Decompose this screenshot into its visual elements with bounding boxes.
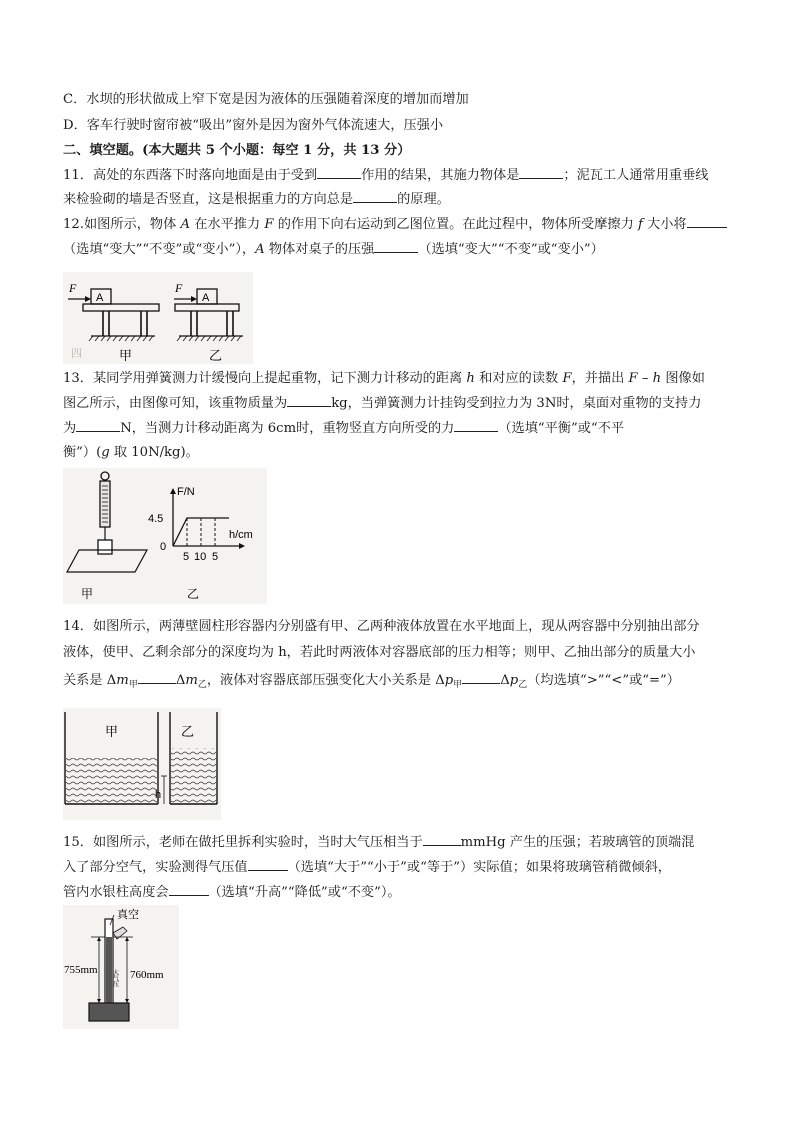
q13-text: （选填“平衡”或“不平 (498, 421, 625, 436)
question-13-line-3 (63, 419, 624, 439)
question-15-line-1 (63, 833, 694, 853)
figure-q15-torricelli (63, 905, 179, 1029)
q11-text: 的原理。 (397, 192, 450, 207)
x-tick-label: 5 (212, 551, 219, 563)
question-13-line-2 (63, 394, 701, 414)
answer-blank[interactable] (353, 190, 397, 203)
q13-text: ，并描出 (571, 371, 629, 386)
q12-svg (63, 272, 253, 364)
q12-text: 在水平推力 (190, 217, 265, 232)
label-jia: 甲 (105, 725, 119, 740)
q11-text: 11．高处的东西落下时落向地面是由于受到 (63, 168, 318, 183)
liquid-jia (66, 758, 157, 803)
q12-text: （选填“变大”“不变”或“变小”）， (63, 242, 256, 257)
scale-ring (101, 472, 109, 480)
q14-svg (63, 708, 221, 820)
question-13-line-4 (63, 443, 199, 463)
q13-text: N，当测力计移动距离为 6cm时，重物竖直方向所受的力 (120, 421, 455, 436)
subscript-yi: 乙 (197, 680, 207, 690)
force-label: F (175, 281, 183, 295)
answer-blank[interactable] (519, 166, 563, 179)
symbol-fh: F – h (628, 371, 662, 386)
symbol-g: g (101, 445, 110, 460)
q13-text: 和对应的读数 (474, 371, 563, 386)
q11-text: 作用的结果，其施力物体是 (361, 168, 520, 183)
scale-body (100, 481, 110, 527)
q12-text: 大小将 (642, 217, 687, 232)
x-tick-label: 5 (183, 551, 190, 563)
q15-text: mmHg 产生的压强；若玻璃管的顶端混 (460, 835, 695, 850)
answer-blank[interactable] (138, 671, 176, 684)
height-760: 760mm (130, 969, 164, 981)
y-axis-arrow (170, 488, 176, 494)
q15-text: 管内水银柱高度会 (63, 885, 169, 900)
liquid-yi (171, 748, 216, 803)
label-yi: 乙 (181, 725, 195, 740)
option-c: C．水坝的形状做成上窄下宽是因为液体的压强随着深度的增加而增加 (63, 92, 469, 107)
table-top (175, 304, 239, 311)
vacuum-label: 真空 (117, 908, 139, 921)
symbol-a: A (255, 242, 265, 257)
force-arrow-head (191, 296, 197, 302)
q14-text: （均选填“>”“<”或“=”） (527, 673, 680, 688)
figure-q13-spring-scale (63, 468, 267, 604)
question-14-line-2: 液体，使甲、乙剩余部分的深度均为 h，若此时两液体对容器底部的压力相等；则甲、乙抽出部分的质量大小 (63, 645, 696, 660)
answer-blank[interactable] (374, 240, 418, 253)
subscript-jia: 甲 (453, 680, 463, 690)
symbol-f: F (264, 217, 274, 232)
q13-text: 图乙所示，由图像可知，该重物质量为 (63, 396, 288, 411)
q13-text: 衡”）( (63, 445, 102, 460)
symbol-friction: f (637, 217, 643, 232)
q15-svg (63, 905, 179, 1029)
ground-hatch (177, 336, 241, 341)
ground-hatch (89, 336, 153, 341)
answer-blank[interactable] (462, 671, 500, 684)
answer-blank[interactable] (287, 394, 331, 407)
q12-text: 物体对桌子的压强 (264, 242, 375, 257)
question-12-line-1 (63, 215, 727, 235)
block-label: A (96, 292, 104, 304)
question-13-line-1 (63, 369, 705, 389)
q12-text: 12.如图所示，物体 (63, 217, 181, 232)
answer-blank[interactable] (317, 166, 361, 179)
subscript-jia: 甲 (128, 680, 138, 690)
q13-text: 13．某同学用弹簧测力计缓慢向上提起重物，记下测力计移动的距离 (63, 371, 467, 386)
dimension-arrow (125, 937, 129, 941)
dimension-arrow (97, 937, 101, 941)
f-h-curve (173, 518, 229, 546)
symbol-p: p (444, 673, 454, 688)
x-axis-label: h/cm (229, 529, 253, 541)
force-label: F (69, 281, 77, 295)
caption-jia: 甲 (119, 349, 133, 364)
q13-text: kg，当弹簧测力计挂钩受到拉力为 3N时，桌面对重物的支持力 (331, 396, 702, 411)
q13-svg (63, 468, 267, 604)
h-label: h (155, 789, 162, 801)
q11-text: 来检验砌的墙是否竖直，这是根据重力的方向总是 (63, 192, 354, 207)
question-12-line-2 (63, 240, 604, 260)
subscript-yi: 乙 (518, 680, 528, 690)
y-axis-label: F/N (177, 486, 195, 498)
y-tick-label: 4.5 (148, 513, 164, 525)
q12-text: （选填“变大”“不变”或“变小”） (418, 242, 604, 257)
mercury-dish (89, 1003, 129, 1021)
answer-blank[interactable] (423, 833, 461, 846)
symbol-p: p (509, 673, 519, 688)
block-label: A (202, 292, 210, 304)
x-tick-label: 10 (194, 551, 207, 563)
question-15-line-2 (63, 858, 671, 878)
table-top (83, 304, 159, 311)
force-arrow-head (85, 296, 91, 302)
height-755: 755mm (64, 964, 98, 976)
q15-text: （选填“升高”“降低”或“不变”）。 (208, 885, 401, 900)
x-axis-arrow (239, 543, 245, 549)
answer-blank[interactable] (454, 419, 498, 432)
q14-text: ，液体对容器底部压强变化大小关系是 Δ (206, 673, 445, 688)
origin-label: 0 (160, 541, 167, 553)
symbol-m: m (185, 673, 198, 688)
symbol-a: A (180, 217, 191, 232)
q14-text: Δ (175, 673, 186, 688)
symbol-m: m (116, 673, 129, 688)
q13-text: 取 10N/kg)。 (109, 445, 199, 460)
answer-blank[interactable] (169, 883, 209, 896)
symbol-h: h (466, 371, 475, 386)
question-11-line-1 (63, 166, 708, 186)
atmosphere-label: 大气压 (111, 969, 119, 987)
caption-yi: 乙 (187, 587, 200, 601)
q12-text: 的作用下向右运动到乙图位置。在此过程中，物体所受摩擦力 (273, 217, 638, 232)
question-14-line-3 (63, 671, 680, 695)
option-d: D．客车行驶时窗帘被“吸出”窗外是因为窗外气体流速大，压强小 (63, 118, 444, 133)
answer-blank[interactable] (76, 419, 120, 432)
answer-blank[interactable] (687, 215, 727, 228)
q14-text: Δ (500, 673, 510, 688)
q13-text: 为 (63, 421, 77, 436)
figure-q12-tables (63, 272, 253, 364)
weight-block (98, 540, 112, 554)
symbol-f: F (562, 371, 572, 386)
q14-text: 关系是 Δ (63, 673, 117, 688)
section-heading: 二、填空题。(本大题共 5 个小题：每空 1 分，共 13 分） (63, 143, 411, 158)
caption-jia: 甲 (81, 587, 94, 601)
question-15-line-3 (63, 883, 401, 903)
faint-mark: 四 (71, 347, 82, 360)
question-11-line-2 (63, 190, 450, 210)
q15-text: （选填“大于”“小于”或“等于”）实际值；如果将玻璃管稍微倾斜， (287, 860, 671, 875)
q11-text: ；泥瓦工人通常用重垂线 (563, 168, 709, 183)
q15-text: 15．如图所示，老师在做托里拆利实验时，当时大气压相当于 (63, 835, 423, 850)
q13-text: 图像如 (661, 371, 705, 386)
figure-q14-containers (63, 708, 221, 820)
caption-yi: 乙 (209, 349, 223, 364)
q15-text: 入了部分空气，实验测得气压值 (63, 860, 248, 875)
question-14-line-1: 14．如图所示，两薄壁圆柱形容器内分别盛有甲、乙两种液体放置在水平地面上，现从两容器中分别抽出部分 (63, 619, 700, 634)
answer-blank[interactable] (248, 858, 288, 871)
